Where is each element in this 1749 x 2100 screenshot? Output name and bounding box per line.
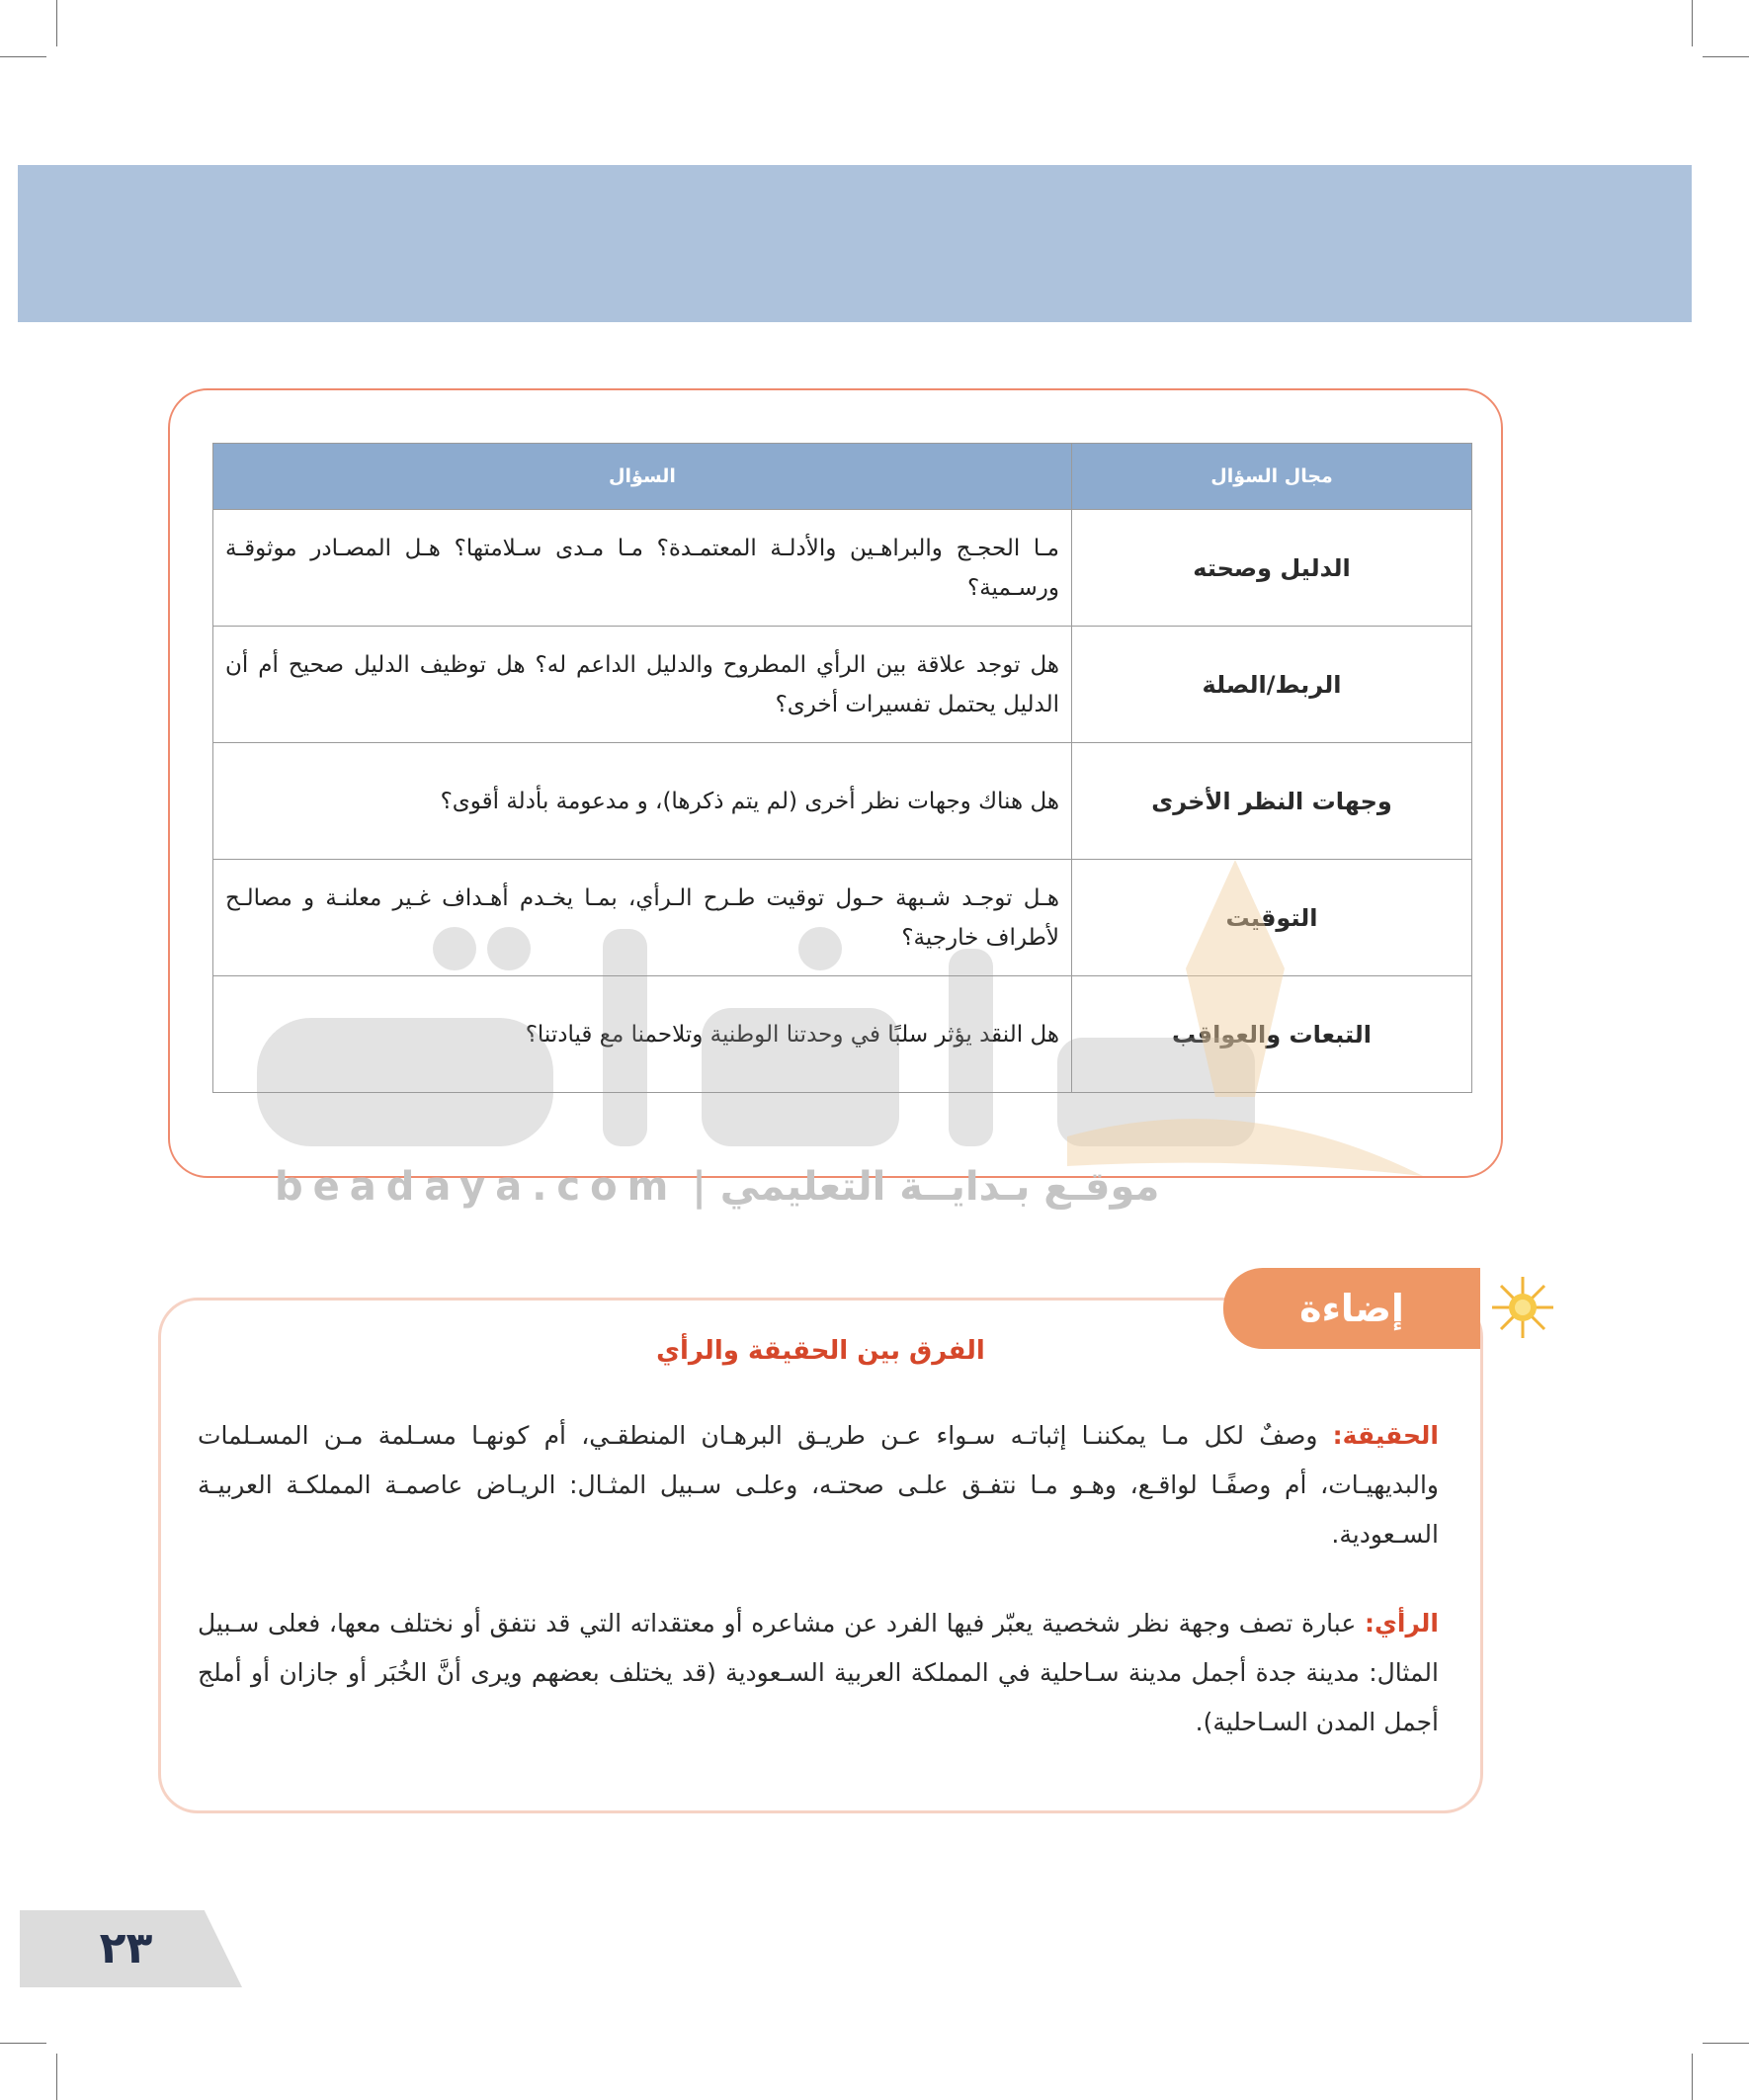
crop-mark bbox=[0, 56, 46, 57]
row-question: هـل توجـد شـبهة حـول توقيت طـرح الـرأي، بمـا يخـدم أهـداف غـير معلنـة و مصالـح لأطراف خارجية؟ bbox=[213, 860, 1072, 976]
row-question: هل هناك وجهات نظر أخرى (لم يتم ذكرها)، و مدعومة بأدلة أقوى؟ bbox=[213, 743, 1072, 860]
page-number: ٢٣ bbox=[99, 1923, 153, 1974]
crop-mark bbox=[1692, 2054, 1693, 2100]
opinion-paragraph bbox=[198, 1599, 1439, 1747]
critique-table bbox=[212, 443, 1472, 1093]
row-question: هل توجد علاقة بين الرأي المطروح والدليل الداعم له؟ هل توظيف الدليل صحيح أم أن الدليل يحتمل تفسيرات أخرى؟ bbox=[213, 627, 1072, 743]
row-area: التبعات والعواقب bbox=[1072, 976, 1472, 1093]
fact-paragraph bbox=[198, 1411, 1439, 1559]
watermark-text: موقـع بـدايــة التعليمي | beadaya.com bbox=[275, 1164, 1160, 1210]
fact-text: وصفٌ لكل مـا يمكننـا إثباتـه سـواء عـن طريـق البرهـان المنطقـي، أم كونهـا مسـلمة مـن المسـلمات والبديهيـات، أم وصفًـا لواقـع، وهـو مـا نتفـق علـى صحتـه، وعلـى سـبيل المثـال: الريـاض عاصمـة المملكـة العربيـة السـعودية. bbox=[198, 1421, 1439, 1549]
sun-icon bbox=[1490, 1275, 1555, 1340]
header-question: السؤال bbox=[213, 444, 1072, 510]
row-question: مـا الحجـج والبراهـين والأدلـة المعتمـدة؟ مـا مـدى سـلامتها؟ هـل المصـادر موثوقـة ورسـمية؟ bbox=[213, 510, 1072, 627]
crop-mark bbox=[1692, 0, 1693, 46]
table-row bbox=[213, 860, 1472, 976]
row-area: وجهات النظر الأخرى bbox=[1072, 743, 1472, 860]
crop-mark bbox=[0, 2043, 46, 2044]
crop-mark bbox=[56, 2054, 57, 2100]
opinion-term: الرأي: bbox=[1365, 1609, 1439, 1638]
crop-mark bbox=[1703, 2043, 1749, 2044]
table-row bbox=[213, 743, 1472, 860]
opinion-text: عبارة تصف وجهة نظر شخصية يعبّر فيها الفرد عن مشاعره أو معتقداته التي قد نتفق أو نختلف معها، فعلى سـبيل المثال: مدينة جدة أجمل مدينة سـاحلية في المملكة العربية السـعودية (قد يختلف بعضهم ويرى أنَّ الخُبَر أو جازان أو أملج أجمل المدن السـاحلية). bbox=[198, 1609, 1439, 1736]
note-heading: الفرق بين الحقيقة والرأي bbox=[656, 1336, 985, 1366]
crop-mark bbox=[1703, 56, 1749, 57]
row-area: الربط/الصلة bbox=[1072, 627, 1472, 743]
row-question: هل النقد يؤثر سلبًا في وحدتنا الوطنية وتلاحمنا مع قيادتنا؟ bbox=[213, 976, 1072, 1093]
table-row bbox=[213, 510, 1472, 627]
table-header-row bbox=[213, 444, 1472, 510]
row-area: الدليل وصحته bbox=[1072, 510, 1472, 627]
crop-mark bbox=[56, 0, 57, 46]
header-area: مجال السؤال bbox=[1072, 444, 1472, 510]
table-row bbox=[213, 976, 1472, 1093]
table-row bbox=[213, 627, 1472, 743]
row-area: التوقيت bbox=[1072, 860, 1472, 976]
header-band bbox=[18, 165, 1692, 322]
note-tab: إضاءة bbox=[1223, 1268, 1480, 1349]
fact-term: الحقيقة: bbox=[1332, 1421, 1439, 1450]
